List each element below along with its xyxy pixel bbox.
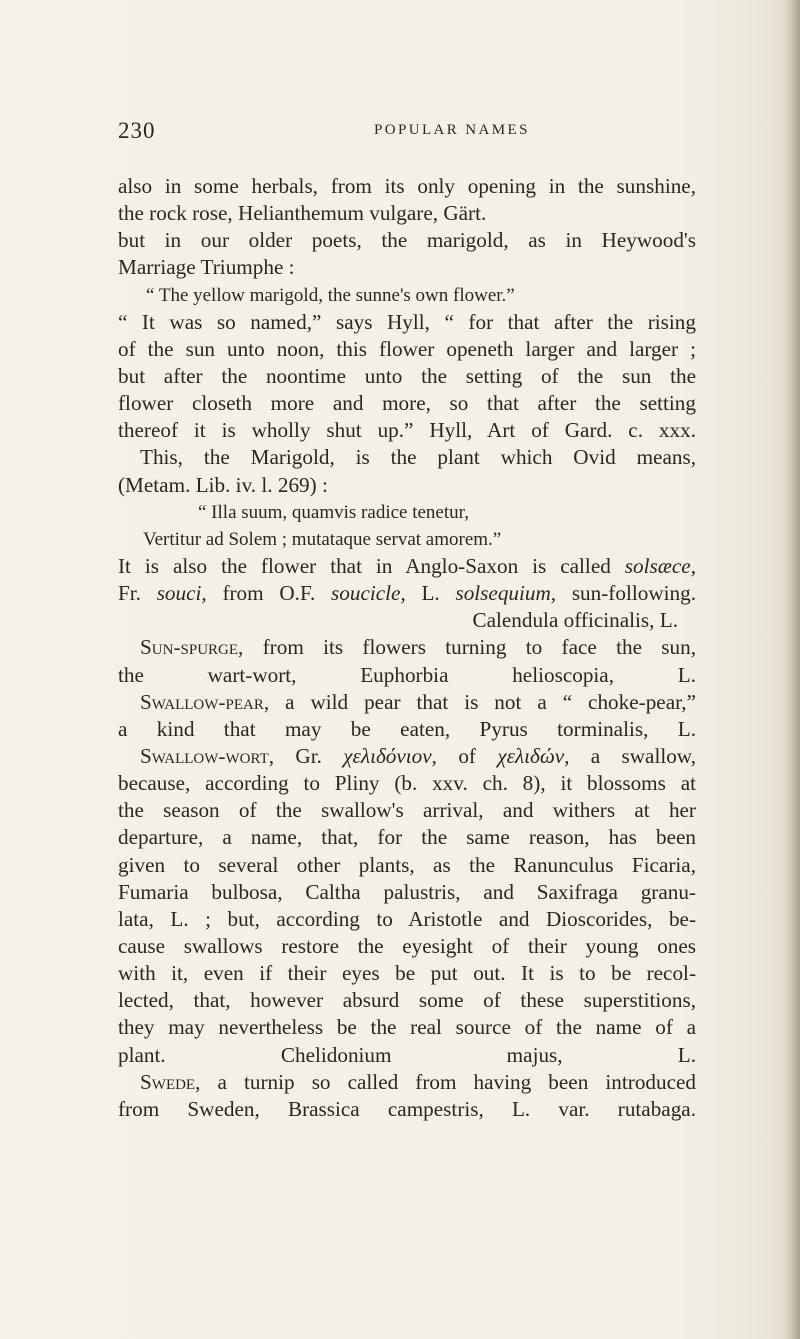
text-line: given to several other plants, as the Ranunculus Ficaria, xyxy=(118,852,696,877)
text-line: but after the noontime unto the setting of the sun the xyxy=(118,363,696,388)
text-line: the rock rose, Helianthemum vulgare, Gärt. xyxy=(118,201,487,226)
text-line: Marriage Triumphe : xyxy=(118,255,295,280)
page-number: 230 xyxy=(118,118,156,143)
entry-headword: Sun-spurge, xyxy=(140,635,244,660)
text-line: because, according to Pliny (b. xxv. ch. 8), it blossoms at xyxy=(118,771,696,796)
text-line: a kind that may be eaten, Pyrus torminalis, L. xyxy=(118,716,696,741)
term-italic: solsequium, xyxy=(455,581,557,606)
entry-line: Swede, a turnip so called from having been introduced xyxy=(140,1069,696,1094)
running-title: POPULAR NAMES xyxy=(374,122,530,138)
page-edge-shadow xyxy=(784,0,800,1339)
entry-headword: Swede, xyxy=(140,1069,201,1094)
verse-quote: “ The yellow marigold, the sunne's own flower.” xyxy=(146,284,515,306)
text-line: Fr. souci, from O.F. soucicle, L. solsequium, sun-following. xyxy=(118,581,696,606)
text-line: of the sun unto noon, this flower openeth larger and larger ; xyxy=(118,336,696,361)
text-line: but in our older poets, the marigold, as in Heywood's xyxy=(118,228,696,253)
entry-headword: Swallow-wort, xyxy=(140,743,275,768)
text-line: This, the Marigold, is the plant which Ovid means, xyxy=(140,445,696,470)
verse-quote: Vertitur ad Solem ; mutataque servat amorem.” xyxy=(143,528,502,550)
text-line: also in some herbals, from its only opening in the sunshine, xyxy=(118,174,696,198)
text-line: they may nevertheless be the real source of the name of a xyxy=(118,1015,696,1040)
entry-line: Sun-spurge, from its flowers turning to face the sun, xyxy=(140,635,696,660)
text-line: thereof it is wholly shut up.” Hyll, Art of Gard. c. xxx. xyxy=(118,418,696,443)
entry-headword: Swallow-pear, xyxy=(140,689,270,714)
text-line: It is also the flower that in Anglo-Saxon is called solsæce, xyxy=(118,553,696,578)
botanical-name: Calendula officinalis, L. xyxy=(472,608,678,633)
text-line: the season of the swallow's arrival, and withers at her xyxy=(118,798,696,823)
greek-term: χελιδόνιον, xyxy=(343,743,437,768)
text-line: Fumaria bulbosa, Caltha palustris, and Saxifraga granu- xyxy=(118,879,696,904)
page-header xyxy=(118,118,698,148)
text-line: the wart-wort, Euphorbia helioscopia, L. xyxy=(118,662,696,687)
body-text xyxy=(118,173,696,1123)
text-line: plant. Chelidonium majus, L. xyxy=(118,1042,696,1067)
term-italic: soucicle, xyxy=(331,581,406,606)
text-line: from Sweden, Brassica campestris, L. var. rutabaga. xyxy=(118,1096,696,1121)
verse-quote: “ Illa suum, quamvis radice tenetur, xyxy=(198,501,469,523)
term-italic: souci, xyxy=(156,581,207,606)
text-line: cause swallows restore the eyesight of their young ones xyxy=(118,933,696,958)
text-line: lected, that, however absurd some of these superstitions, xyxy=(118,988,696,1013)
greek-term: χελιδών, xyxy=(497,743,570,768)
text-line: (Metam. Lib. iv. l. 269) : xyxy=(118,472,328,497)
text-line: departure, a name, that, for the same reason, has been xyxy=(118,825,696,850)
text-line: “ It was so named,” says Hyll, “ for that after the rising xyxy=(118,309,696,334)
entry-line: Swallow-pear, a wild pear that is not a “ choke-pear,” xyxy=(140,689,696,714)
term-italic: solsæce, xyxy=(624,553,696,578)
text-line: lata, L. ; but, according to Aristotle and Dioscorides, be- xyxy=(118,906,696,931)
text-line: with it, even if their eyes be put out. It is to be recol- xyxy=(118,961,696,986)
entry-line: Swallow-wort, Gr. χελιδόνιον, of χελιδών, a swallow, xyxy=(140,743,696,768)
text-line: flower closeth more and more, so that after the setting xyxy=(118,391,696,416)
